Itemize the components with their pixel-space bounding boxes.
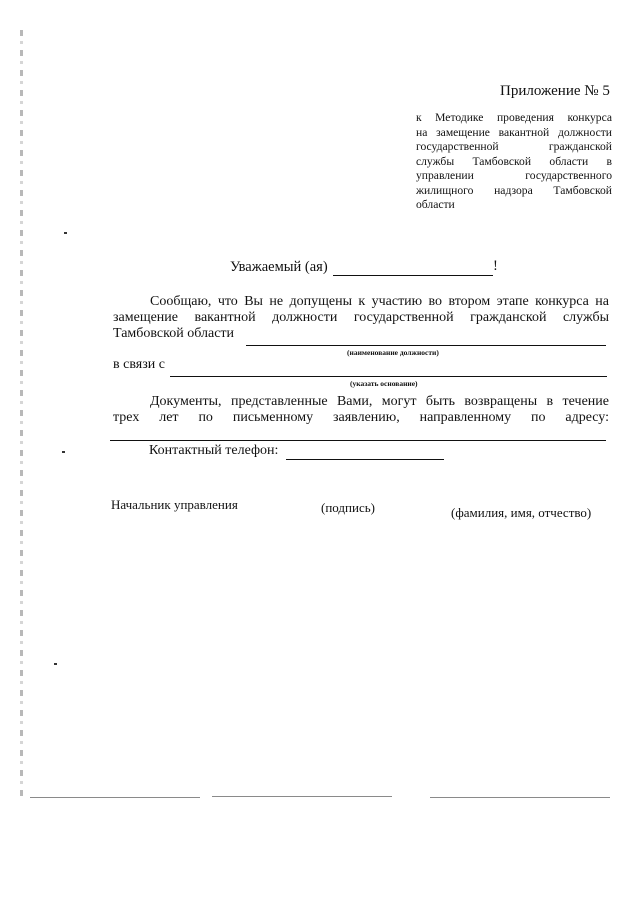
reason-field[interactable]: [170, 376, 607, 377]
address-field[interactable]: [110, 440, 606, 441]
phone-label: Контактный телефон:: [149, 443, 279, 458]
addressee-name-field[interactable]: [333, 275, 493, 276]
scan-speck: [54, 663, 57, 665]
paragraph-line: Тамбовской области: [113, 326, 235, 341]
appendix-line: службы Тамбовской области в: [416, 154, 612, 168]
paragraph-line: Документы, представленные Вами, могут быть возвращены в течение: [150, 394, 609, 409]
position-name-field[interactable]: [246, 345, 606, 346]
full-name-placeholder: (фамилия, имя, отчество): [451, 505, 592, 520]
appendix-line: области: [416, 198, 455, 211]
scan-speck: [64, 232, 67, 234]
appendix-reference: [416, 111, 612, 213]
position-caption: (наименование должности): [347, 348, 439, 357]
appendix-line: к Методике проведения конкурса: [416, 111, 612, 124]
paragraph-line: Сообщаю, что Вы не допущены к участию во втором этапе конкурса на: [150, 294, 609, 309]
paragraph-line: трех лет по письменному заявлению, направленному по адресу:: [113, 410, 609, 425]
rejection-paragraph: [113, 294, 609, 342]
appendix-line: государственной гражданской: [416, 140, 612, 153]
paragraph-line: замещение вакантной должности государственной гражданской службы: [113, 310, 609, 325]
greeting: Уважаемый (ая): [230, 259, 328, 275]
scan-artifact-line: [212, 796, 392, 797]
scan-artifact-line: [430, 797, 610, 798]
documents-paragraph: [113, 394, 609, 426]
signature-placeholder: (подпись): [321, 500, 375, 515]
appendix-line: жилищного надзора Тамбовской: [416, 183, 612, 197]
scan-edge-artifact: [20, 30, 23, 800]
appendix-line: на замещение вакантной должности: [416, 125, 612, 139]
signatory-title: Начальник управления: [111, 497, 238, 512]
reason-caption: (указать основание): [350, 379, 418, 388]
reason-label: в связи с: [113, 357, 165, 372]
appendix-line: управлении государственного: [416, 169, 612, 182]
phone-field[interactable]: [286, 459, 444, 460]
scan-speck: [62, 451, 65, 453]
scan-artifact-line: [30, 797, 200, 798]
greeting-exclamation: !: [493, 258, 498, 274]
appendix-title: Приложение № 5: [500, 83, 610, 99]
